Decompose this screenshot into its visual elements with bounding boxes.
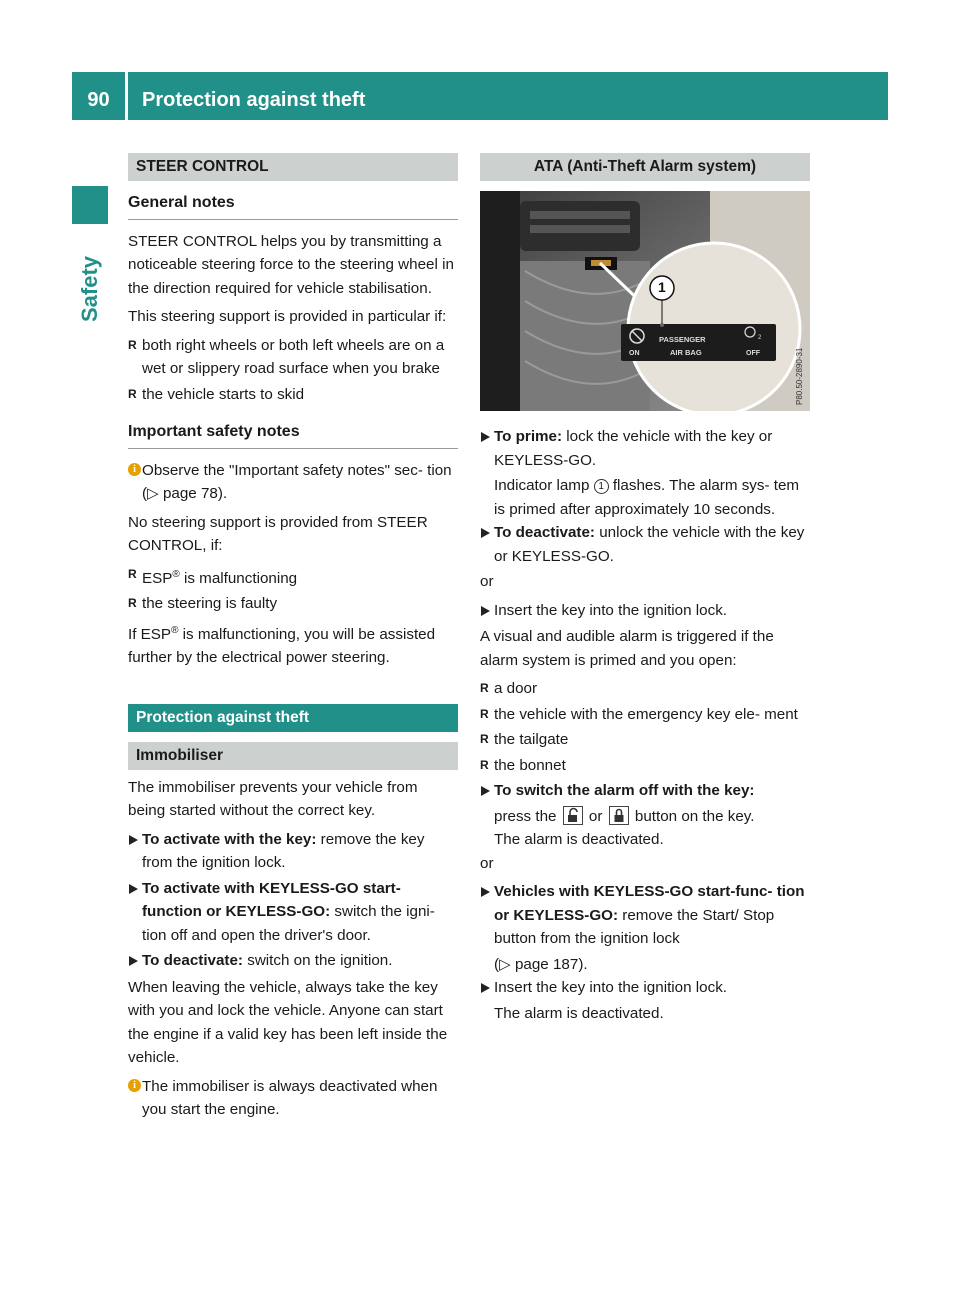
step-detail: The alarm is deactivated. [494, 831, 664, 848]
info-note [128, 459, 458, 506]
steer-control-heading: STEER CONTROL [128, 153, 458, 181]
right-column [480, 153, 810, 1025]
detail-text: ( [494, 955, 500, 973]
steer-p3: No steering support is provided from STEER CONTROL, if: [128, 513, 428, 554]
step-label: To switch the alarm off with the key: [494, 782, 755, 799]
callout-1: 1 [658, 279, 666, 295]
info-icon: i [128, 463, 141, 476]
step-item [128, 949, 458, 973]
step-text: remove the Start/ Stop button from the ignition lock [494, 906, 775, 947]
step-detail [480, 474, 810, 521]
step-text: unlock the vehicle with the key or KEYLESS-GO. [494, 524, 805, 565]
step-detail [480, 805, 810, 829]
p4-rest: is malfunctioning, you will be assisted further by the electrical power steering. [128, 625, 436, 667]
detail-text: or [584, 807, 607, 825]
step-label: To activate with the key: [142, 830, 317, 848]
info-icon: i [128, 1079, 141, 1092]
step-text: switch on the ignition. [243, 952, 393, 970]
info-note [128, 1075, 458, 1122]
immobiliser-p1: The immobiliser prevents your vehicle from being started without the correct key. [128, 778, 418, 820]
side-tab-block [72, 186, 108, 224]
page-ref-arrow: ▷ [499, 955, 511, 973]
registered-mark: ® [172, 568, 180, 580]
list-item: R the vehicle starts to skid [128, 383, 458, 407]
step-detail [480, 953, 810, 977]
step-item [480, 779, 810, 803]
page-ref-link[interactable]: page 187). [510, 955, 588, 973]
left-column [128, 153, 458, 1127]
image-code: P80.50-2890-31 [795, 347, 804, 405]
steer-p4 [128, 619, 458, 670]
step-item: Insert the key into the ignition lock. [480, 599, 810, 623]
unlock-button-icon [563, 806, 583, 825]
immobiliser-heading: Immobiliser [128, 742, 458, 770]
ata-heading: ATA (Anti-Theft Alarm system) [480, 153, 810, 181]
detail-text: button on the key. [630, 807, 755, 825]
note-text: Observe the "Important safety notes" sec- tion ( [142, 461, 452, 502]
list-item [128, 563, 458, 591]
or-text: or [480, 573, 494, 590]
step-item [480, 521, 810, 568]
important-safety-heading: Important safety notes [128, 420, 458, 449]
alarm-paragraph: A visual and audible alarm is triggered if the alarm system is primed and you open: [480, 628, 774, 669]
step-text: remove the key from the ignition lock. [142, 830, 425, 872]
general-notes-heading: General notes [128, 191, 458, 220]
header-title: Protection against theft [142, 89, 366, 111]
page-ref-link[interactable]: page 78). [158, 485, 228, 502]
esp-rest: is malfunctioning [179, 569, 298, 587]
side-tab [72, 234, 108, 344]
step-text: switch the igni- tion off and open the driver's door. [142, 903, 435, 944]
list-item: R the bonnet [480, 754, 810, 778]
indicator-lamp-photo [480, 191, 810, 411]
side-tab-label: Safety [77, 255, 102, 323]
step-item: Insert the key into the ignition lock. [480, 976, 810, 1000]
step-label: To deactivate: [494, 524, 595, 541]
step-text: lock the vehicle with the key or KEYLESS-GO. [494, 428, 773, 469]
detail-text: Indicator lamp [494, 477, 594, 494]
step-item [128, 828, 458, 875]
lamp-off-label: OFF [746, 350, 760, 357]
esp-text: If ESP [128, 625, 172, 643]
step-item [128, 877, 458, 948]
lamp-seat-number: 2 [758, 335, 762, 341]
list-item: R the steering is faulty [128, 592, 458, 616]
protection-heading: Protection against theft [128, 704, 458, 732]
registered-mark: ® [171, 624, 179, 636]
steer-p2: This steering support is provided in particular if: [128, 308, 447, 325]
note-text: The immobiliser is always deactivated when you start the engine. [142, 1077, 438, 1119]
step-label: To deactivate: [142, 952, 243, 970]
step-label: To activate with KEYLESS-GO start- function or KEYLESS-GO: [142, 879, 401, 921]
lock-button-icon [609, 806, 629, 825]
lamp-on-label: ON [629, 350, 640, 357]
steer-p1: STEER CONTROL helps you by transmitting a noticeable steering force to the steering wheel in the direction required for vehicle stabilisation. [128, 232, 454, 297]
detail-text: flashes. The alarm sys- tem is primed after approximately 10 seconds. [494, 477, 800, 518]
step-label: To prime: [494, 428, 563, 445]
lamp-airbag-label: AIR BAG [670, 348, 702, 357]
list-item: R the tailgate [480, 728, 810, 752]
list-item: R a door [480, 677, 810, 701]
step-item [480, 880, 810, 951]
or-text: or [480, 854, 494, 872]
esp-text: ESP [142, 569, 173, 587]
page-header [72, 72, 888, 120]
page-number: 90 [87, 89, 110, 111]
step-item [480, 425, 810, 472]
list-item: R both right wheels or both left wheels are on a wet or slippery road surface when you brake [128, 334, 458, 381]
callout-1-ref: 1 [594, 479, 609, 494]
page-ref-arrow: ▷ [147, 485, 159, 502]
immobiliser-p2: When leaving the vehicle, always take the key with you and lock the vehicle. Anyone can start the engine if a valid key has been left inside the vehicle. [128, 978, 448, 1067]
header-separator [125, 72, 128, 120]
detail-text: press the [494, 807, 561, 825]
step-detail: The alarm is deactivated. [494, 1004, 664, 1022]
lamp-passenger-label: PASSENGER [659, 335, 706, 344]
step-label: Vehicles with KEYLESS-GO start-func- tion or KEYLESS-GO: [494, 883, 805, 924]
list-item: R the vehicle with the emergency key ele- ment [480, 703, 810, 727]
